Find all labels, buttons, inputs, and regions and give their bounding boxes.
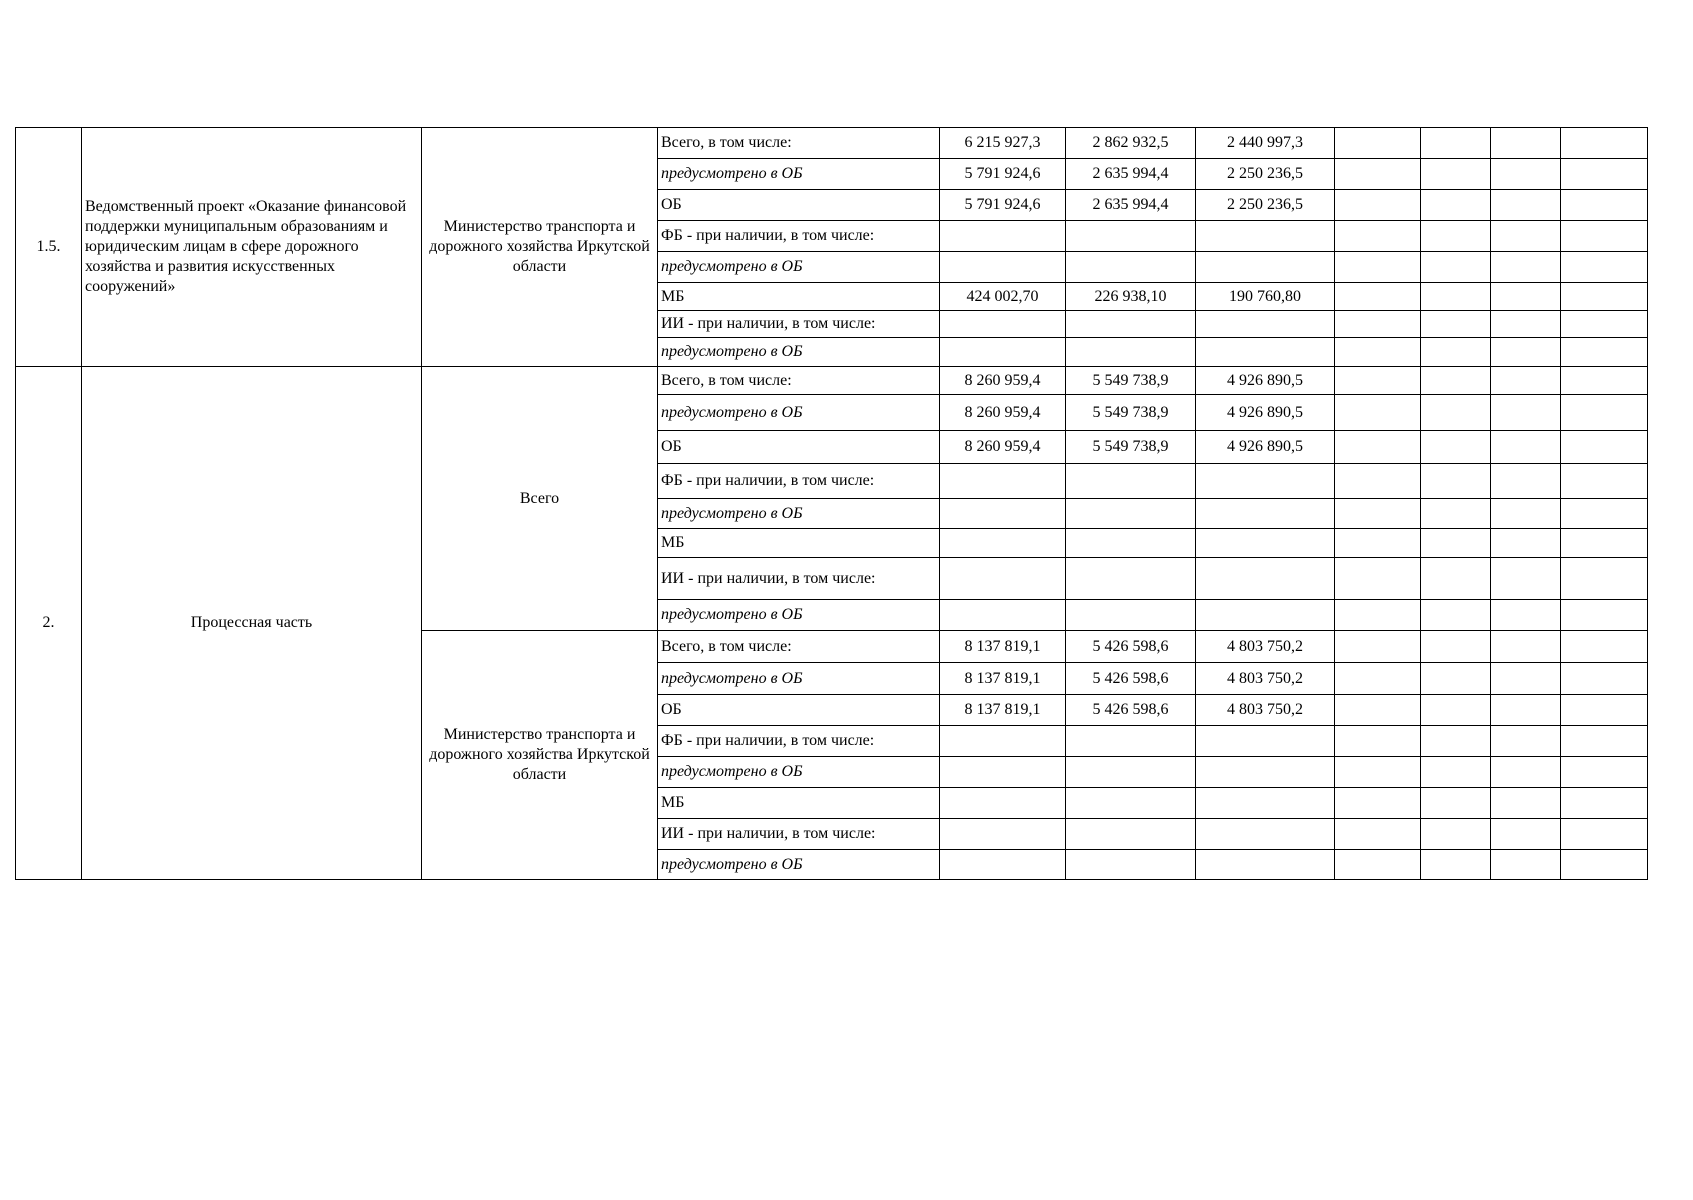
empty-cell (1421, 159, 1491, 190)
funding-source: предусмотрено в ОБ (658, 338, 940, 367)
funding-source: ИИ - при наличии, в том числе: (658, 819, 940, 850)
empty-cell (1335, 128, 1421, 159)
amount-cell (1196, 252, 1335, 283)
empty-cell (1561, 464, 1648, 499)
funding-source: МБ (658, 788, 940, 819)
empty-cell (1335, 283, 1421, 311)
budget-table-body (16, 128, 1648, 880)
empty-cell (1335, 663, 1421, 695)
empty-cell (1561, 600, 1648, 631)
amount-cell (940, 819, 1066, 850)
funding-source: Всего, в том числе: (658, 631, 940, 663)
amount-cell (940, 252, 1066, 283)
funding-source: предусмотрено в ОБ (658, 663, 940, 695)
empty-cell (1561, 128, 1648, 159)
amount-cell (940, 558, 1066, 600)
amount-cell: 8 137 819,1 (940, 663, 1066, 695)
empty-cell (1561, 663, 1648, 695)
amount-cell (1066, 311, 1196, 338)
empty-cell (1561, 190, 1648, 221)
section-name: Ведомственный проект «Оказание финансовой поддержки муниципальным образованиям и юридическим лицам в сфере дорожного хозяйства и развития искусственных сооружений» (82, 128, 422, 367)
amount-cell (940, 311, 1066, 338)
amount-cell (940, 726, 1066, 757)
empty-cell (1491, 600, 1561, 631)
amount-cell (1066, 819, 1196, 850)
amount-cell (1196, 464, 1335, 499)
empty-cell (1561, 395, 1648, 431)
amount-cell: 2 250 236,5 (1196, 190, 1335, 221)
executor-cell: Министерство транспорта и дорожного хозяйства Иркутской области (422, 128, 658, 367)
empty-cell (1491, 367, 1561, 395)
empty-cell (1561, 757, 1648, 788)
amount-cell (940, 221, 1066, 252)
funding-source: ФБ - при наличии, в том числе: (658, 221, 940, 252)
amount-cell (940, 600, 1066, 631)
empty-cell (1335, 631, 1421, 663)
empty-cell (1421, 431, 1491, 464)
amount-cell (1066, 499, 1196, 529)
amount-cell (940, 338, 1066, 367)
empty-cell (1561, 695, 1648, 726)
amount-cell: 8 260 959,4 (940, 367, 1066, 395)
funding-source: МБ (658, 529, 940, 558)
empty-cell (1335, 252, 1421, 283)
empty-cell (1561, 252, 1648, 283)
section-number: 2. (16, 367, 82, 880)
empty-cell (1335, 726, 1421, 757)
empty-cell (1561, 499, 1648, 529)
amount-cell (1196, 850, 1335, 880)
funding-source: ИИ - при наличии, в том числе: (658, 558, 940, 600)
empty-cell (1561, 529, 1648, 558)
amount-cell (1066, 788, 1196, 819)
empty-cell (1421, 499, 1491, 529)
funding-source: ФБ - при наличии, в том числе: (658, 726, 940, 757)
empty-cell (1335, 600, 1421, 631)
amount-cell: 4 926 890,5 (1196, 367, 1335, 395)
amount-cell (1196, 600, 1335, 631)
funding-source: ИИ - при наличии, в том числе: (658, 311, 940, 338)
amount-cell (1066, 757, 1196, 788)
amount-cell (1196, 819, 1335, 850)
empty-cell (1561, 338, 1648, 367)
empty-cell (1561, 159, 1648, 190)
empty-cell (1491, 499, 1561, 529)
amount-cell: 6 215 927,3 (940, 128, 1066, 159)
amount-cell (1196, 788, 1335, 819)
empty-cell (1421, 558, 1491, 600)
funding-source: предусмотрено в ОБ (658, 757, 940, 788)
empty-cell (1421, 850, 1491, 880)
amount-cell: 5 426 598,6 (1066, 695, 1196, 726)
amount-cell: 4 926 890,5 (1196, 431, 1335, 464)
amount-cell: 424 002,70 (940, 283, 1066, 311)
empty-cell (1335, 529, 1421, 558)
funding-source: ОБ (658, 431, 940, 464)
funding-source: предусмотрено в ОБ (658, 600, 940, 631)
empty-cell (1491, 558, 1561, 600)
empty-cell (1335, 221, 1421, 252)
empty-cell (1335, 190, 1421, 221)
empty-cell (1421, 757, 1491, 788)
amount-cell (940, 850, 1066, 880)
amount-cell: 5 791 924,6 (940, 159, 1066, 190)
amount-cell (1196, 499, 1335, 529)
amount-cell (1066, 726, 1196, 757)
amount-cell: 2 635 994,4 (1066, 159, 1196, 190)
amount-cell (1066, 252, 1196, 283)
funding-source: предусмотрено в ОБ (658, 395, 940, 431)
empty-cell (1491, 252, 1561, 283)
empty-cell (1335, 464, 1421, 499)
empty-cell (1561, 311, 1648, 338)
funding-source: ОБ (658, 190, 940, 221)
empty-cell (1421, 529, 1491, 558)
empty-cell (1491, 819, 1561, 850)
amount-cell: 5 549 738,9 (1066, 395, 1196, 431)
amount-cell: 5 426 598,6 (1066, 663, 1196, 695)
empty-cell (1561, 221, 1648, 252)
amount-cell: 2 862 932,5 (1066, 128, 1196, 159)
amount-cell: 4 803 750,2 (1196, 631, 1335, 663)
empty-cell (1335, 819, 1421, 850)
empty-cell (1561, 558, 1648, 600)
amount-cell (940, 757, 1066, 788)
empty-cell (1421, 788, 1491, 819)
empty-cell (1491, 283, 1561, 311)
empty-cell (1491, 788, 1561, 819)
empty-cell (1491, 663, 1561, 695)
funding-source: МБ (658, 283, 940, 311)
empty-cell (1421, 252, 1491, 283)
amount-cell (1196, 726, 1335, 757)
empty-cell (1491, 757, 1561, 788)
empty-cell (1421, 128, 1491, 159)
amount-cell: 5 549 738,9 (1066, 431, 1196, 464)
section-number: 1.5. (16, 128, 82, 367)
empty-cell (1561, 283, 1648, 311)
empty-cell (1491, 159, 1561, 190)
amount-cell (1066, 338, 1196, 367)
empty-cell (1491, 726, 1561, 757)
empty-cell (1421, 283, 1491, 311)
empty-cell (1421, 663, 1491, 695)
empty-cell (1421, 726, 1491, 757)
empty-cell (1491, 464, 1561, 499)
amount-cell: 5 426 598,6 (1066, 631, 1196, 663)
empty-cell (1421, 464, 1491, 499)
empty-cell (1491, 221, 1561, 252)
empty-cell (1421, 190, 1491, 221)
empty-cell (1421, 600, 1491, 631)
empty-cell (1421, 631, 1491, 663)
funding-source: ОБ (658, 695, 940, 726)
empty-cell (1491, 529, 1561, 558)
empty-cell (1335, 367, 1421, 395)
empty-cell (1561, 631, 1648, 663)
empty-cell (1335, 338, 1421, 367)
amount-cell (1066, 529, 1196, 558)
empty-cell (1561, 431, 1648, 464)
empty-cell (1561, 819, 1648, 850)
empty-cell (1421, 695, 1491, 726)
empty-cell (1335, 757, 1421, 788)
executor-cell: Всего (422, 367, 658, 631)
amount-cell: 226 938,10 (1066, 283, 1196, 311)
amount-cell (1196, 529, 1335, 558)
amount-cell (1066, 850, 1196, 880)
amount-cell: 4 803 750,2 (1196, 663, 1335, 695)
amount-cell (1066, 221, 1196, 252)
empty-cell (1491, 631, 1561, 663)
amount-cell (1196, 221, 1335, 252)
empty-cell (1335, 788, 1421, 819)
executor-cell: Министерство транспорта и дорожного хозяйства Иркутской области (422, 631, 658, 880)
empty-cell (1335, 431, 1421, 464)
empty-cell (1421, 311, 1491, 338)
empty-cell (1335, 499, 1421, 529)
amount-cell: 8 137 819,1 (940, 695, 1066, 726)
funding-source: Всего, в том числе: (658, 128, 940, 159)
amount-cell: 2 250 236,5 (1196, 159, 1335, 190)
empty-cell (1561, 850, 1648, 880)
funding-source: предусмотрено в ОБ (658, 850, 940, 880)
empty-cell (1335, 850, 1421, 880)
amount-cell: 2 635 994,4 (1066, 190, 1196, 221)
amount-cell: 2 440 997,3 (1196, 128, 1335, 159)
table-row (16, 128, 1648, 159)
amount-cell: 8 260 959,4 (940, 431, 1066, 464)
empty-cell (1421, 819, 1491, 850)
empty-cell (1335, 558, 1421, 600)
amount-cell (940, 499, 1066, 529)
empty-cell (1491, 128, 1561, 159)
funding-source: предусмотрено в ОБ (658, 252, 940, 283)
empty-cell (1491, 431, 1561, 464)
empty-cell (1491, 850, 1561, 880)
empty-cell (1335, 311, 1421, 338)
empty-cell (1491, 395, 1561, 431)
funding-source: Всего, в том числе: (658, 367, 940, 395)
empty-cell (1561, 726, 1648, 757)
empty-cell (1421, 367, 1491, 395)
empty-cell (1491, 311, 1561, 338)
amount-cell (1196, 338, 1335, 367)
amount-cell: 190 760,80 (1196, 283, 1335, 311)
amount-cell (1066, 558, 1196, 600)
table-row (16, 367, 1648, 395)
amount-cell: 4 803 750,2 (1196, 695, 1335, 726)
empty-cell (1491, 338, 1561, 367)
empty-cell (1491, 695, 1561, 726)
amount-cell (940, 529, 1066, 558)
empty-cell (1335, 695, 1421, 726)
amount-cell (1196, 558, 1335, 600)
amount-cell: 8 137 819,1 (940, 631, 1066, 663)
section-name: Процессная часть (82, 367, 422, 880)
empty-cell (1335, 159, 1421, 190)
empty-cell (1421, 221, 1491, 252)
funding-source: ФБ - при наличии, в том числе: (658, 464, 940, 499)
empty-cell (1561, 788, 1648, 819)
amount-cell: 5 549 738,9 (1066, 367, 1196, 395)
amount-cell (940, 788, 1066, 819)
amount-cell (1196, 311, 1335, 338)
funding-source: предусмотрено в ОБ (658, 499, 940, 529)
empty-cell (1421, 395, 1491, 431)
amount-cell (940, 464, 1066, 499)
amount-cell (1066, 464, 1196, 499)
amount-cell: 5 791 924,6 (940, 190, 1066, 221)
empty-cell (1421, 338, 1491, 367)
empty-cell (1335, 395, 1421, 431)
amount-cell (1066, 600, 1196, 631)
amount-cell: 8 260 959,4 (940, 395, 1066, 431)
funding-source: предусмотрено в ОБ (658, 159, 940, 190)
budget-table (15, 127, 1648, 880)
amount-cell: 4 926 890,5 (1196, 395, 1335, 431)
amount-cell (1196, 757, 1335, 788)
empty-cell (1561, 367, 1648, 395)
empty-cell (1491, 190, 1561, 221)
